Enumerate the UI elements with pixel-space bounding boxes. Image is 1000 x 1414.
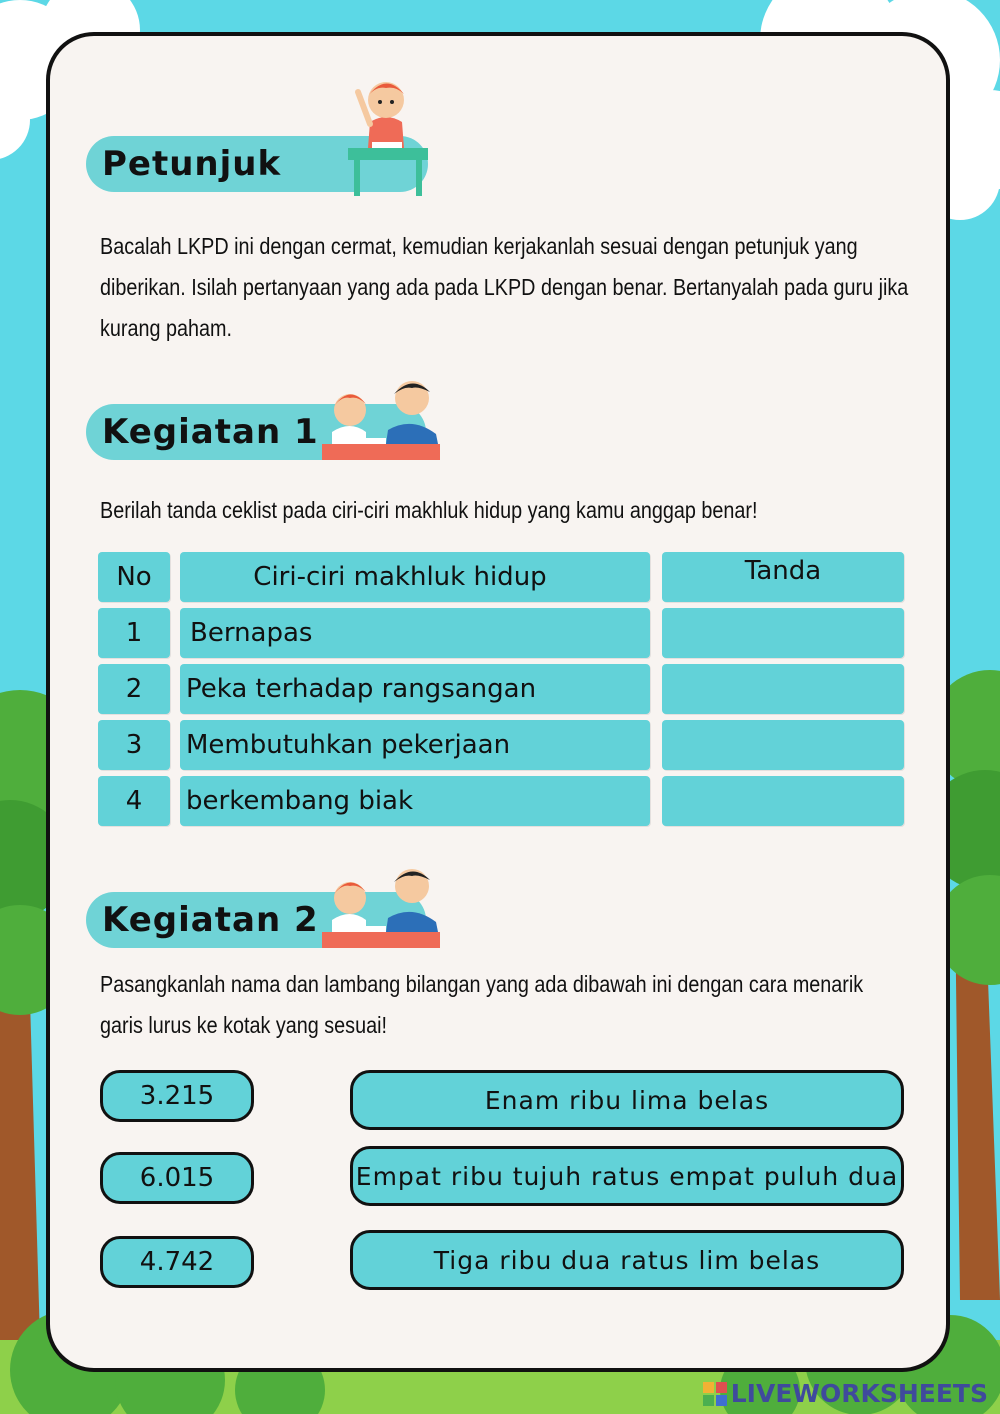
number-box[interactable]: 3.215 — [100, 1070, 254, 1122]
table-header-ciri: Ciri-ciri makhluk hidup — [180, 552, 650, 602]
word-box[interactable]: Tiga ribu dua ratus lim belas — [350, 1230, 904, 1290]
kegiatan2-title: Kegiatan 2 — [102, 900, 319, 940]
tanda-checkbox[interactable] — [662, 720, 904, 770]
watermark-text: LIVEWORKSHEETS — [730, 1379, 988, 1408]
petunjuk-body: Bacalah LKPD ini dengan cermat, kemudian kerjakanlah sesuai dengan petunjuk yang diberikan. Isilah pertanyaan yang ada pada LKPD dengan benar. Bertanyalah pada guru jika kurang paham. — [100, 233, 909, 341]
table-row-ciri: Peka terhadap rangsangan — [180, 664, 650, 714]
table-row-no: 4 — [98, 776, 170, 826]
number-box[interactable]: 6.015 — [100, 1152, 254, 1204]
table-row-ciri: Bernapas — [180, 608, 650, 658]
kegiatan1-instruction: Berilah tanda ceklist pada ciri-ciri makhluk hidup yang kamu anggap benar! — [100, 497, 758, 523]
kegiatan1-title: Kegiatan 1 — [102, 412, 319, 452]
word-box[interactable]: Enam ribu lima belas — [350, 1070, 904, 1130]
petunjuk-title: Petunjuk — [102, 144, 282, 184]
table-row-no: 1 — [98, 608, 170, 658]
word-box[interactable]: Empat ribu tujuh ratus empat puluh dua — [350, 1146, 904, 1206]
two-students-illustration — [322, 860, 446, 952]
tanda-checkbox[interactable] — [662, 776, 904, 826]
number-box[interactable]: 4.742 — [100, 1236, 254, 1288]
liveworksheets-watermark — [703, 1379, 988, 1408]
table-header-no: No — [98, 552, 170, 602]
tanda-checkbox[interactable] — [662, 608, 904, 658]
liveworksheets-logo-icon — [703, 1382, 727, 1406]
two-students-illustration — [322, 372, 446, 464]
table-row-ciri: Membutuhkan pekerjaan — [180, 720, 650, 770]
student-at-desk-illustration — [340, 72, 440, 200]
table-row-no: 3 — [98, 720, 170, 770]
kegiatan2-instruction: Pasangkanlah nama dan lambang bilangan yang ada dibawah ini dengan cara menarik garis lurus ke kotak yang sesuai! — [100, 971, 864, 1038]
tanda-checkbox[interactable] — [662, 664, 904, 714]
table-row-no: 2 — [98, 664, 170, 714]
table-row-ciri: berkembang biak — [180, 776, 650, 826]
table-header-tanda: Tanda — [662, 552, 904, 602]
